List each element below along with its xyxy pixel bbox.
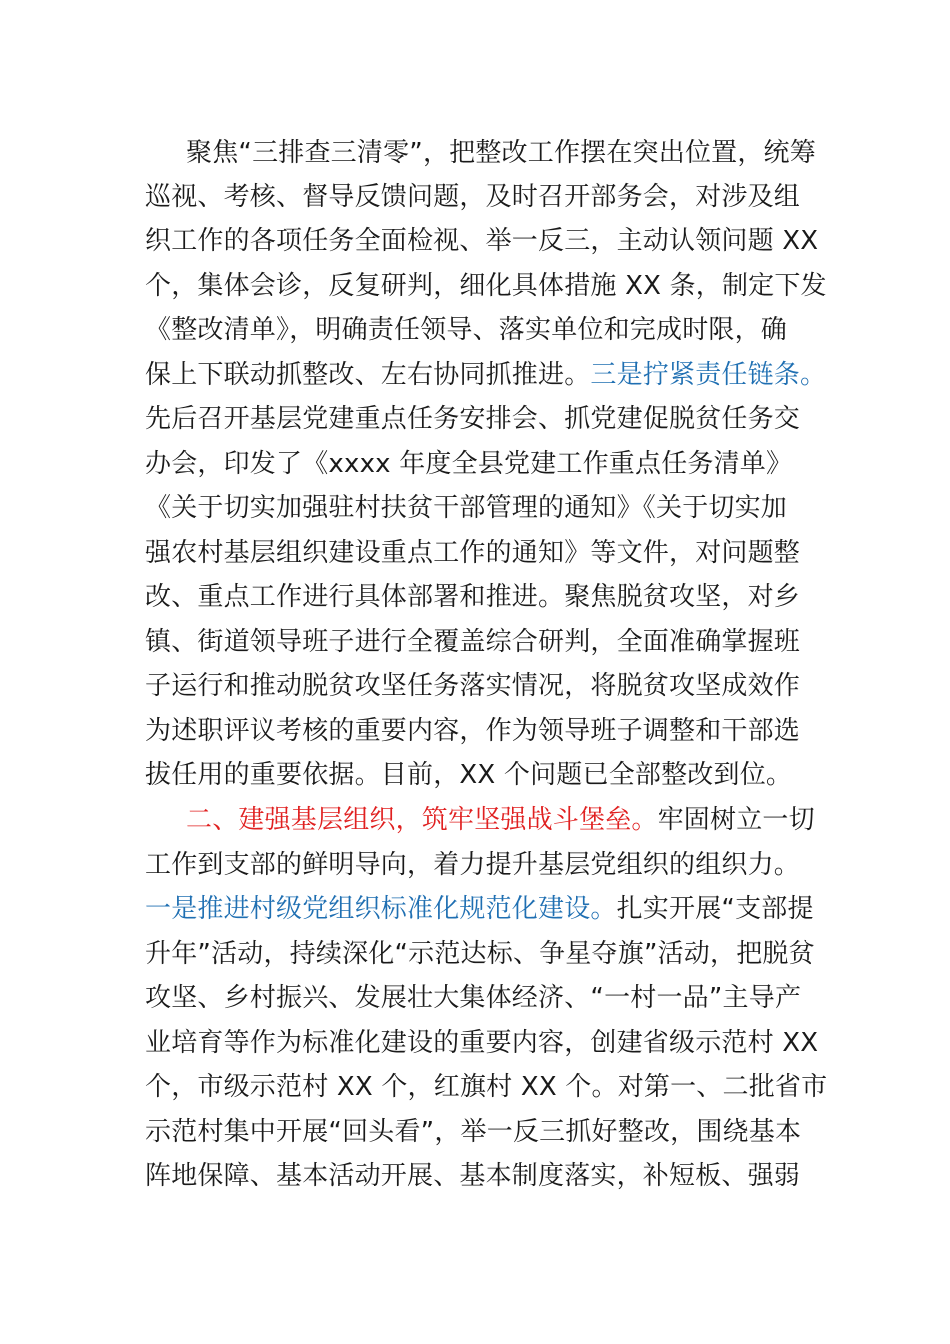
text-run: 个，市级示范村 XX 个，红旗村 XX 个。对第一、二批省市 xyxy=(145,1072,828,1102)
paragraph-line xyxy=(145,575,825,619)
text-run: 扎实开展“支部提 xyxy=(616,894,814,924)
paragraph-line xyxy=(145,308,825,352)
text-run: 《关于切实加强驻村扶贫干部管理的通知》《关于切实加 xyxy=(145,493,788,523)
text-run: 巡视、考核、督导反馈问题，及时召开部务会，对涉及组 xyxy=(145,182,801,212)
text-run: 聚焦“三排查三清零”，把整改工作摆在突出位置，统筹 xyxy=(186,138,816,168)
text-run: 办会，印发了《xxxx 年度全县党建工作重点任务清单》 xyxy=(145,449,793,479)
paragraph-line xyxy=(145,843,825,887)
paragraph-line xyxy=(145,709,825,753)
paragraph-line xyxy=(145,531,825,575)
paragraph-line xyxy=(145,932,825,976)
text-run: 业培育等作为标准化建设的重要内容，创建省级示范村 XX xyxy=(145,1028,819,1058)
paragraph-line xyxy=(145,1065,828,1109)
text-run: 为述职评议考核的重要内容，作为领导班子调整和干部选 xyxy=(145,716,801,746)
text-run: 强农村基层组织建设重点工作的通知》等文件，对问题整 xyxy=(145,538,801,568)
paragraph-line xyxy=(145,753,825,797)
paragraph-line xyxy=(145,887,825,931)
subheading-text: 一是推进村级党组织标准化规范化建设。 xyxy=(145,894,617,924)
text-run: 工作到支部的鲜明导向，着力提升基层党组织的组织力。 xyxy=(145,850,801,880)
subheading-text: 三是拧紧责任链条。 xyxy=(590,360,827,390)
text-run: 《整改清单》，明确责任领导、落实单位和完成时限，确 xyxy=(145,315,788,345)
text-run: 示范村集中开展“回头看”，举一反三抓好整改，围绕基本 xyxy=(145,1117,802,1147)
paragraph-line xyxy=(145,175,825,219)
text-run: 改、重点工作进行具体部署和推进。聚焦脱贫攻坚，对乡 xyxy=(145,582,801,612)
paragraph-line xyxy=(145,664,825,708)
paragraph-line xyxy=(186,131,826,175)
paragraph-line xyxy=(145,353,825,397)
paragraph-line xyxy=(145,442,825,486)
text-run: 保上下联动抓整改、左右协同抓推进。 xyxy=(145,360,591,390)
text-run: 阵地保障、基本活动开展、基本制度落实，补短板、强弱 xyxy=(145,1161,801,1191)
paragraph-line xyxy=(186,798,826,842)
text-run: 牢固树立一切 xyxy=(657,805,815,835)
paragraph-line xyxy=(145,486,825,530)
paragraph-line xyxy=(145,976,825,1020)
text-run: 织工作的各项任务全面检视、举一反三，主动认领问题 XX xyxy=(145,226,819,256)
paragraph-line xyxy=(145,219,825,263)
text-run: 升年”活动，持续深化“示范达标、争星夺旗”活动，把脱贫 xyxy=(145,939,815,969)
paragraph-line xyxy=(145,264,825,308)
paragraph-line xyxy=(145,1110,825,1154)
section-heading: 二、建强基层组织，筑牢坚强战斗堡垒。 xyxy=(186,805,658,835)
paragraph-line xyxy=(145,1154,825,1198)
text-run: 个，集体会诊，反复研判，细化具体措施 XX 条，制定下发 xyxy=(145,271,827,301)
paragraph-line xyxy=(145,397,825,441)
paragraph-line xyxy=(145,620,825,664)
paragraph-line xyxy=(145,1021,825,1065)
text-run: 拔任用的重要依据。目前，XX 个问题已全部整改到位。 xyxy=(145,760,793,790)
text-run: 镇、街道领导班子进行全覆盖综合研判，全面准确掌握班 xyxy=(145,627,801,657)
text-run: 先后召开基层党建重点任务安排会、抓党建促脱贫任务交 xyxy=(145,404,801,434)
text-run: 攻坚、乡村振兴、发展壮大集体经济、“一村一品”主导产 xyxy=(145,983,802,1013)
text-run: 子运行和推动脱贫攻坚任务落实情况，将脱贫攻坚成效作 xyxy=(145,671,801,701)
